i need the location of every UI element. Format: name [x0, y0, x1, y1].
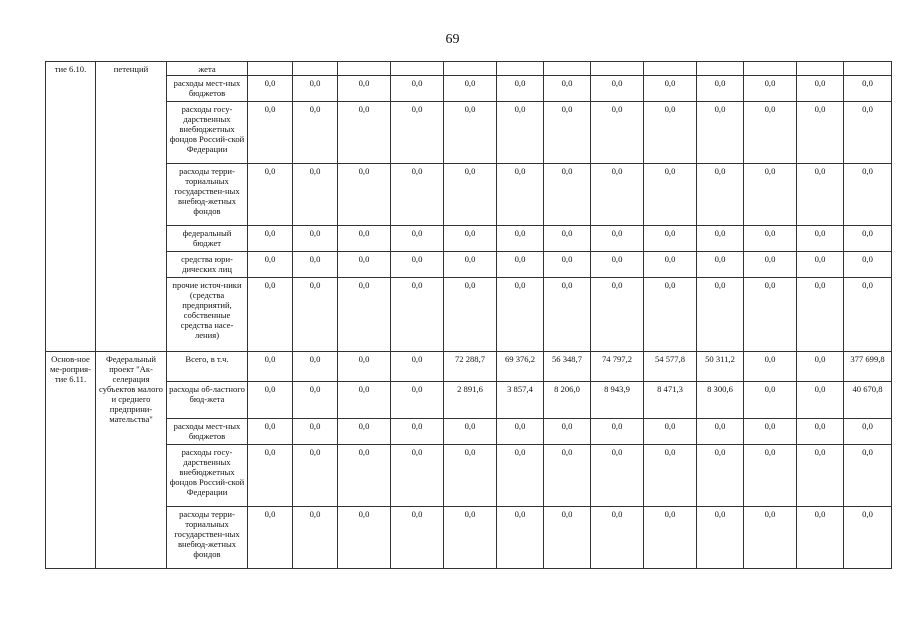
value-cell: 0,0 [293, 226, 338, 252]
activity-name-cell: Федеральный проект "Ак-селерация субъектов малого и среднего предприни-мательства" [96, 352, 167, 569]
value-cell: 0,0 [544, 164, 591, 226]
value-cell: 0,0 [338, 419, 391, 445]
value-cell: 0,0 [391, 278, 444, 352]
value-cell: 0,0 [591, 164, 644, 226]
value-cell: 0,0 [248, 507, 293, 569]
value-cell: 0,0 [697, 278, 744, 352]
value-cell: 0,0 [338, 445, 391, 507]
value-cell: 0,0 [797, 164, 844, 226]
value-cell: 0,0 [797, 252, 844, 278]
value-cell: 0,0 [697, 419, 744, 445]
value-cell: 0,0 [248, 76, 293, 102]
value-cell: 0,0 [497, 164, 544, 226]
value-cell: 56 348,7 [544, 352, 591, 382]
value-cell [338, 62, 391, 76]
value-cell: 0,0 [444, 419, 497, 445]
value-cell: 0,0 [844, 507, 892, 569]
value-cell: 0,0 [544, 226, 591, 252]
value-cell: 0,0 [444, 507, 497, 569]
value-cell: 0,0 [444, 102, 497, 164]
value-cell: 0,0 [697, 252, 744, 278]
value-cell [844, 62, 892, 76]
funding-source-cell: средства юри-дических лиц [167, 252, 248, 278]
value-cell: 0,0 [497, 102, 544, 164]
value-cell: 0,0 [844, 164, 892, 226]
table-row [46, 164, 892, 226]
value-cell: 0,0 [697, 164, 744, 226]
value-cell: 0,0 [644, 445, 697, 507]
table-row [46, 252, 892, 278]
value-cell: 3 857,4 [497, 382, 544, 419]
value-cell: 40 670,8 [844, 382, 892, 419]
value-cell: 0,0 [293, 76, 338, 102]
funding-source-cell: расходы терри-ториальных государствен-ных внебюд-жетных фондов [167, 164, 248, 226]
value-cell: 0,0 [644, 164, 697, 226]
value-cell: 0,0 [293, 445, 338, 507]
value-cell: 0,0 [391, 102, 444, 164]
value-cell: 0,0 [497, 419, 544, 445]
value-cell: 0,0 [338, 102, 391, 164]
value-cell: 0,0 [497, 226, 544, 252]
value-cell: 0,0 [797, 419, 844, 445]
value-cell [497, 62, 544, 76]
value-cell: 0,0 [591, 507, 644, 569]
value-cell: 0,0 [338, 76, 391, 102]
value-cell: 0,0 [797, 278, 844, 352]
value-cell: 0,0 [293, 278, 338, 352]
value-cell: 0,0 [797, 226, 844, 252]
value-cell: 0,0 [797, 102, 844, 164]
value-cell: 8 206,0 [544, 382, 591, 419]
table-row [46, 62, 892, 76]
value-cell: 0,0 [338, 278, 391, 352]
value-cell: 0,0 [444, 445, 497, 507]
value-cell: 0,0 [697, 445, 744, 507]
value-cell: 0,0 [544, 102, 591, 164]
table-row [46, 445, 892, 507]
value-cell: 0,0 [697, 507, 744, 569]
table-row [46, 382, 892, 419]
value-cell: 0,0 [497, 507, 544, 569]
table-row [46, 226, 892, 252]
value-cell: 0,0 [293, 507, 338, 569]
table-row [46, 507, 892, 569]
table-row [46, 102, 892, 164]
table-row [46, 278, 892, 352]
value-cell: 74 797,2 [591, 352, 644, 382]
value-cell: 0,0 [844, 226, 892, 252]
value-cell: 0,0 [544, 507, 591, 569]
value-cell: 0,0 [844, 252, 892, 278]
budget-table [45, 61, 892, 569]
value-cell: 377 699,8 [844, 352, 892, 382]
value-cell: 0,0 [248, 226, 293, 252]
value-cell: 54 577,8 [644, 352, 697, 382]
value-cell: 0,0 [544, 445, 591, 507]
value-cell: 0,0 [497, 445, 544, 507]
value-cell: 0,0 [248, 445, 293, 507]
value-cell: 0,0 [591, 419, 644, 445]
value-cell: 0,0 [497, 278, 544, 352]
value-cell: 0,0 [697, 76, 744, 102]
value-cell: 0,0 [744, 252, 797, 278]
value-cell: 0,0 [391, 445, 444, 507]
value-cell: 0,0 [338, 507, 391, 569]
value-cell: 0,0 [248, 278, 293, 352]
value-cell: 0,0 [644, 507, 697, 569]
value-cell: 0,0 [248, 352, 293, 382]
value-cell: 0,0 [744, 226, 797, 252]
value-cell [644, 62, 697, 76]
value-cell: 0,0 [544, 278, 591, 352]
value-cell: 0,0 [644, 252, 697, 278]
value-cell: 0,0 [797, 76, 844, 102]
table-row [46, 419, 892, 445]
value-cell: 0,0 [338, 164, 391, 226]
value-cell [444, 62, 497, 76]
activity-name-cell: петенций [96, 62, 167, 352]
funding-source-cell: федеральный бюджет [167, 226, 248, 252]
value-cell: 0,0 [293, 252, 338, 278]
value-cell: 0,0 [797, 445, 844, 507]
value-cell: 0,0 [338, 352, 391, 382]
value-cell: 0,0 [844, 76, 892, 102]
value-cell: 0,0 [293, 102, 338, 164]
value-cell: 0,0 [844, 102, 892, 164]
value-cell: 0,0 [544, 419, 591, 445]
funding-source-cell: Всего, в т.ч. [167, 352, 248, 382]
value-cell: 0,0 [844, 419, 892, 445]
value-cell [391, 62, 444, 76]
value-cell: 0,0 [338, 226, 391, 252]
funding-source-cell: расходы госу-дарственных внебюджетных фондов Россий-ской Федерации [167, 445, 248, 507]
value-cell: 8 300,6 [697, 382, 744, 419]
value-cell: 0,0 [248, 419, 293, 445]
value-cell: 0,0 [248, 102, 293, 164]
value-cell: 0,0 [844, 278, 892, 352]
activity-code-cell: Основ-ное ме-роприя-тие 6.11. [46, 352, 96, 569]
value-cell [697, 62, 744, 76]
value-cell: 0,0 [697, 102, 744, 164]
value-cell: 0,0 [744, 164, 797, 226]
value-cell: 0,0 [644, 278, 697, 352]
value-cell [744, 62, 797, 76]
value-cell: 0,0 [744, 102, 797, 164]
activity-code-cell: тие 6.10. [46, 62, 96, 352]
value-cell: 0,0 [744, 76, 797, 102]
value-cell: 0,0 [591, 226, 644, 252]
funding-source-cell: прочие источ-ники (средства предприятий, собственные средства насе-ления) [167, 278, 248, 352]
value-cell: 8 471,3 [644, 382, 697, 419]
value-cell: 0,0 [797, 352, 844, 382]
value-cell: 0,0 [591, 278, 644, 352]
value-cell: 0,0 [797, 382, 844, 419]
value-cell: 0,0 [248, 252, 293, 278]
value-cell: 0,0 [744, 445, 797, 507]
value-cell: 0,0 [744, 507, 797, 569]
value-cell [591, 62, 644, 76]
value-cell: 0,0 [544, 76, 591, 102]
value-cell: 0,0 [293, 419, 338, 445]
value-cell: 0,0 [644, 226, 697, 252]
value-cell: 0,0 [744, 382, 797, 419]
page-number: 69 [445, 32, 460, 47]
value-cell: 0,0 [591, 76, 644, 102]
value-cell: 0,0 [497, 252, 544, 278]
value-cell [293, 62, 338, 76]
funding-source-cell: расходы терри-ториальных государствен-ных внебюд-жетных фондов [167, 507, 248, 569]
value-cell: 0,0 [293, 382, 338, 419]
value-cell: 0,0 [591, 445, 644, 507]
value-cell: 0,0 [797, 507, 844, 569]
value-cell: 0,0 [697, 226, 744, 252]
value-cell: 0,0 [444, 76, 497, 102]
value-cell [797, 62, 844, 76]
value-cell: 0,0 [391, 76, 444, 102]
value-cell: 0,0 [293, 164, 338, 226]
value-cell: 0,0 [591, 252, 644, 278]
value-cell: 0,0 [248, 164, 293, 226]
value-cell: 0,0 [391, 164, 444, 226]
value-cell: 0,0 [844, 445, 892, 507]
value-cell: 0,0 [444, 252, 497, 278]
funding-source-cell: жета [167, 62, 248, 76]
funding-source-cell: расходы мест-ных бюджетов [167, 76, 248, 102]
funding-source-cell: расходы госу-дарственных внебюджетных фондов Россий-ской Федерации [167, 102, 248, 164]
funding-source-cell: расходы об-ластного бюд-жета [167, 382, 248, 419]
value-cell: 0,0 [391, 507, 444, 569]
value-cell: 0,0 [544, 252, 591, 278]
value-cell: 0,0 [744, 278, 797, 352]
value-cell: 0,0 [338, 382, 391, 419]
value-cell: 0,0 [444, 226, 497, 252]
funding-source-cell: расходы мест-ных бюджетов [167, 419, 248, 445]
value-cell: 0,0 [744, 352, 797, 382]
value-cell [544, 62, 591, 76]
value-cell: 0,0 [391, 226, 444, 252]
value-cell: 0,0 [391, 252, 444, 278]
value-cell: 72 288,7 [444, 352, 497, 382]
value-cell: 0,0 [644, 102, 697, 164]
value-cell: 50 311,2 [697, 352, 744, 382]
value-cell: 0,0 [338, 252, 391, 278]
value-cell: 0,0 [293, 352, 338, 382]
value-cell: 0,0 [391, 419, 444, 445]
value-cell: 69 376,2 [497, 352, 544, 382]
value-cell [248, 62, 293, 76]
value-cell: 0,0 [391, 352, 444, 382]
value-cell: 0,0 [591, 102, 644, 164]
value-cell: 2 891,6 [444, 382, 497, 419]
value-cell: 0,0 [444, 278, 497, 352]
value-cell: 0,0 [248, 382, 293, 419]
value-cell: 0,0 [644, 76, 697, 102]
table-row [46, 76, 892, 102]
value-cell: 8 943,9 [591, 382, 644, 419]
table-row [46, 352, 892, 382]
value-cell: 0,0 [644, 419, 697, 445]
value-cell: 0,0 [391, 382, 444, 419]
value-cell: 0,0 [744, 419, 797, 445]
value-cell: 0,0 [497, 76, 544, 102]
value-cell: 0,0 [444, 164, 497, 226]
